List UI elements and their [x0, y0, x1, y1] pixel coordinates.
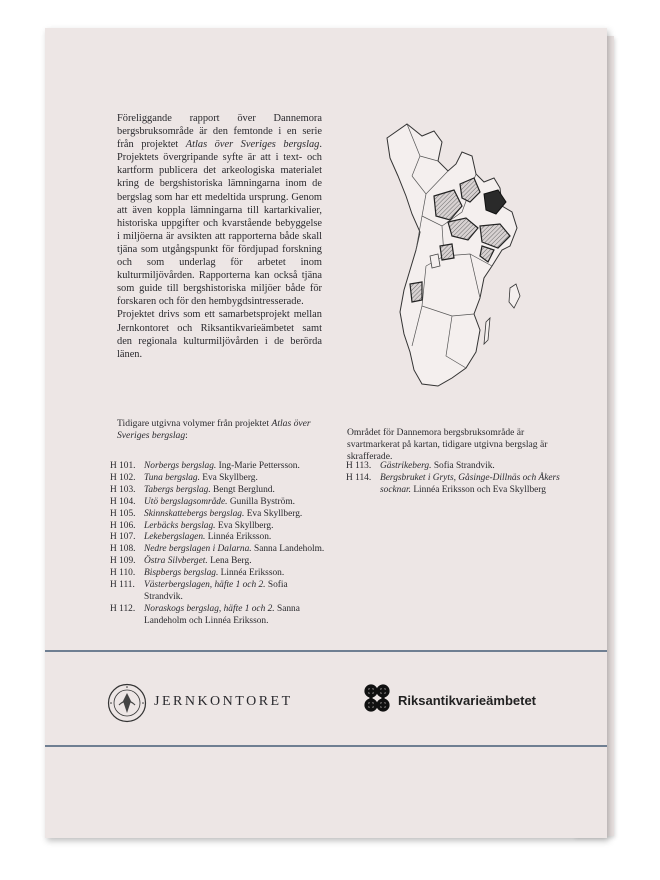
intro-paragraph-1	[117, 112, 322, 308]
intro-p1-series-title: Atlas över Sveriges bergslag	[185, 139, 320, 151]
volume-text	[144, 497, 295, 509]
island-gotland	[509, 284, 520, 308]
volume-entry	[110, 532, 325, 544]
volume-entry	[110, 580, 325, 604]
volume-author: Gunilla Byström.	[227, 496, 295, 507]
intro-p1-start: Föreliggande rapport över Dannemora bergsbruksområde är den femtonde i en serie från projektet	[117, 113, 322, 151]
riksantikvarieambetet-knot-icon	[362, 682, 392, 714]
jernkontoret-name: JERNKONTORET	[154, 694, 293, 709]
volume-code: H 107.	[110, 532, 136, 543]
volume-author: Sanna Landeholm och Linnéa Eriksson.	[144, 603, 300, 626]
riksantikvarieambetet-name: Riksantikvarieämbetet	[398, 693, 537, 708]
volume-text	[144, 568, 284, 580]
volume-title: Gästrikeberg.	[380, 461, 432, 471]
volume-title: Noraskogs bergslag, häfte 1 och 2.	[144, 603, 275, 614]
volume-author: Eva Skyllberg.	[215, 520, 274, 531]
divider-bottom	[45, 745, 607, 747]
divider-top	[45, 650, 607, 652]
volume-title: Östra Silvberget.	[144, 556, 208, 567]
volume-title: Utö bergslagsområde.	[144, 496, 228, 507]
volume-title: Nedre bergslagen i Dalarna.	[144, 544, 252, 555]
volume-title: Tabergs bergslag.	[144, 484, 211, 495]
volumes-list-left	[110, 461, 325, 628]
volume-author: Eva Skyllberg.	[199, 472, 258, 483]
volume-entry	[110, 461, 325, 473]
sweden-map	[382, 116, 532, 406]
volume-code: H 114.	[346, 472, 372, 483]
volume-author: Linnéa Eriksson.	[205, 532, 272, 543]
volume-title: Tuna bergslag.	[144, 472, 200, 483]
volume-entry	[346, 473, 561, 497]
volume-code: H 110.	[110, 568, 136, 579]
sweden-map-drawing	[382, 116, 532, 406]
volume-code: H 112.	[110, 603, 136, 614]
hatched-region-5	[440, 244, 454, 260]
volume-text	[144, 580, 325, 604]
list-intro-series-title: Atlas över Sveriges bergslag	[117, 418, 311, 442]
volumes-list-right	[346, 461, 561, 497]
volume-text	[144, 473, 258, 485]
volume-title: Bispbergs bergslag.	[144, 568, 219, 579]
volume-code: H 111.	[110, 580, 135, 591]
volume-author: Bengt Berglund.	[210, 484, 275, 495]
list-intro-end: :	[185, 430, 188, 442]
hatched-region-6	[410, 282, 422, 302]
volume-title: Lekebergslagen.	[144, 532, 206, 543]
volume-code: H 108.	[110, 544, 136, 555]
volume-title: Lerbäcks bergslag.	[144, 520, 216, 531]
volume-entry	[110, 473, 325, 485]
volume-text	[144, 604, 325, 628]
list-intro-start: Tidigare utgivna volymer från projektet	[117, 418, 272, 429]
map-caption: Området för Dannemora bergsbruksområde är svartmarkerat på kartan, tidigare utgivna bergslag är skrafferade.	[347, 427, 548, 463]
volume-text	[380, 461, 495, 473]
volume-text	[144, 485, 275, 497]
volume-author: Sofia Strandvik.	[431, 461, 495, 471]
volumes-list-intro	[117, 418, 322, 442]
volume-author: Sofia Strandvik.	[144, 580, 288, 602]
volume-text	[144, 521, 273, 533]
volume-entry	[110, 544, 325, 556]
volume-author: Ing-Marie Pettersson.	[216, 461, 300, 471]
jernkontoret-seal-icon	[107, 683, 147, 723]
volume-entry	[110, 568, 325, 580]
volume-text	[144, 532, 271, 544]
volume-text	[144, 544, 324, 556]
lake-vanern	[430, 254, 440, 268]
volume-text	[380, 473, 561, 497]
volume-code: H 105.	[110, 508, 136, 519]
volume-entry	[110, 604, 325, 628]
volume-code: H 113.	[346, 461, 372, 471]
volume-author: Linnéa Eriksson.	[218, 568, 285, 579]
volume-entry	[110, 556, 325, 568]
volume-title: Skinnskattebergs bergslag.	[144, 508, 245, 519]
intro-text	[117, 112, 322, 361]
volume-text	[144, 509, 302, 521]
volume-entry	[110, 509, 325, 521]
volume-entry	[110, 485, 325, 497]
volume-text	[144, 461, 300, 473]
volume-author: Sanna Landeholm.	[251, 544, 325, 555]
volume-code: H 106.	[110, 520, 136, 531]
volume-code: H 101.	[110, 461, 136, 471]
volume-entry	[110, 497, 325, 509]
volume-author: Lena Berg.	[207, 556, 252, 567]
volume-code: H 109.	[110, 556, 136, 567]
volume-author: Linnéa Eriksson och Eva Skyllberg	[410, 484, 546, 495]
volume-code: H 103.	[110, 484, 136, 495]
volume-entry	[346, 461, 561, 473]
volume-entry	[110, 521, 325, 533]
island-oland	[484, 318, 490, 344]
volume-title: Norbergs bergslag.	[144, 461, 217, 471]
intro-paragraph-2: Projektet drivs som ett samarbetsprojekt mellan Jernkontoret och Riksantikvarieämbetet samt den regionala kulturmiljövården i de berörda länen.	[117, 309, 322, 360]
intro-p1-rest: . Projektets övergripande syfte är att i text- och kartform publicera det arkeologiska materialet kring de bergshistoriska lämningarna inom de bergslag som har ett medeltida ursprung. Genom att även koppla lämningarna till kartarkivalier, historiska uppgifter och kvarstående bebyggelse i miljöerna är avsikten att rapporterna både skall tjäna som utgångspunkt för fördjupad forskning och som underlag för arbetet inom kulturmiljövården. Rapporterna kan också tjäna som guide till bergshistoriska miljöer både för forskaren och för den hembygdsintresserade.	[117, 139, 322, 308]
volume-code: H 104.	[110, 496, 136, 507]
volume-title: Västerbergslagen, häfte 1 och 2.	[144, 580, 266, 591]
volume-code: H 102.	[110, 472, 136, 483]
volume-author: Eva Skyllberg.	[244, 508, 303, 519]
volume-text	[144, 556, 252, 568]
volume-title: Bergsbruket i Gryts, Gåsinge-Dillnäs och Åkers socknar.	[380, 472, 560, 495]
